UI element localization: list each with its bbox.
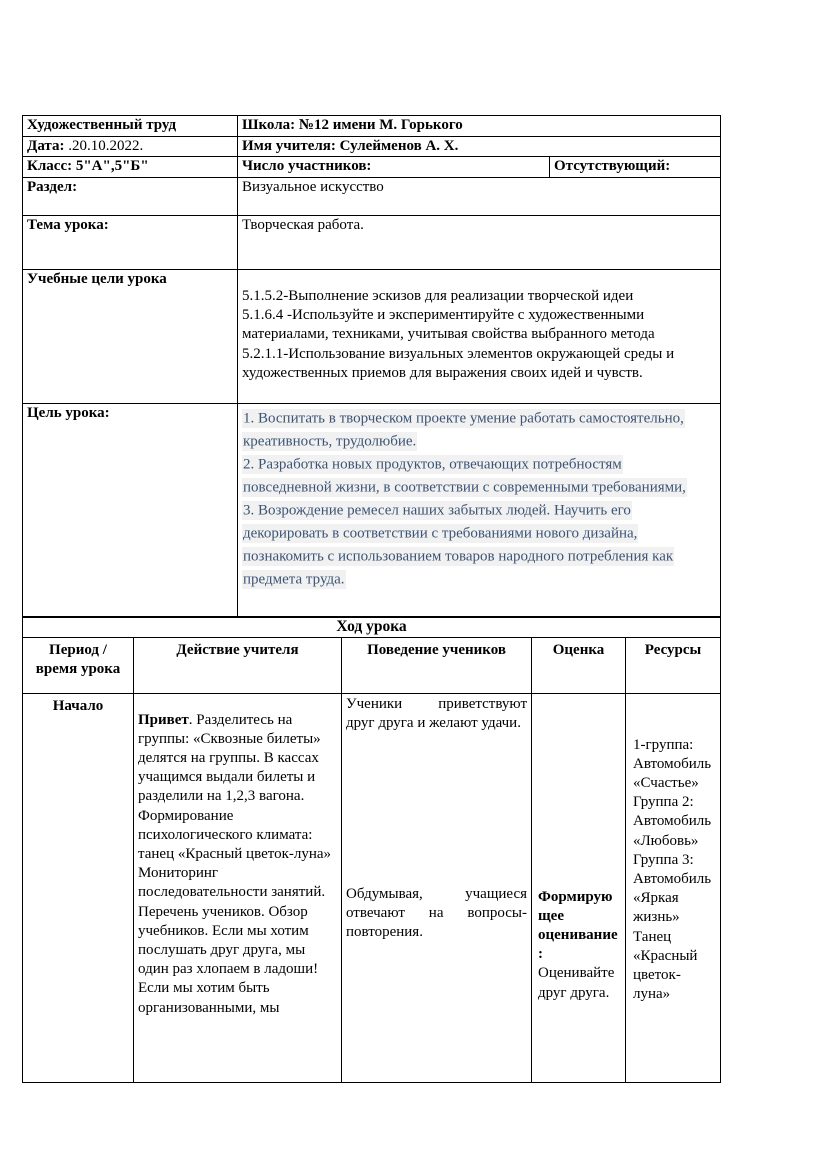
students-answering-text: Обдумывая, учащиеся отвечают на вопросы-повторения. (346, 885, 527, 941)
lesson-flow-header-row (23, 637, 721, 693)
objective-item: 5.1.6.4 -Используйте и экспериментируйте с художественными материалами, техниками, учитывая свойства выбранного метода (242, 306, 655, 343)
date-cell (23, 136, 238, 157)
period-cell: Начало (23, 693, 134, 1082)
header-teacher-action: Действие учителя (134, 637, 342, 693)
goal-label: Цель урока: (23, 403, 238, 616)
topic-row (23, 215, 721, 269)
objective-item: 5.1.5.2-Выполнение эскизов для реализации творческой идеи (242, 287, 634, 304)
school-cell: Школа: №12 имени М. Горького (238, 116, 721, 137)
resources-cell (626, 693, 721, 1082)
subject-cell: Художественный труд (23, 116, 238, 137)
goal-text-block (242, 408, 710, 613)
assessment-heading: Формирующее оценивание: (538, 888, 618, 963)
lesson-flow-title-row (23, 617, 721, 637)
header-student-behavior: Поведение учеников (342, 637, 532, 693)
goal-item: 3. Возрождение ремесел наших забытых людей. Научить его декорировать в соответствии с требованиями нового дизайна, познакомить с использованием товаров народного потребления как предмета труда. (243, 502, 674, 588)
students-greeting-text: Ученики приветствуют друг друга и желают удачи. (346, 695, 527, 731)
class-row (23, 157, 721, 178)
objectives-value (238, 269, 721, 403)
participants-cell: Число участников: (238, 157, 550, 178)
goal-item: 1. Воспитать в творческом проекте умение работать самостоятельно, креативность, трудолюбие. (243, 410, 684, 450)
objectives-label: Учебные цели урока (23, 269, 238, 403)
goal-row (23, 403, 721, 616)
goal-value (238, 403, 721, 616)
section-row (23, 177, 721, 215)
students-behavior-cell (342, 693, 532, 1082)
teacher-actions-cell (134, 693, 342, 1082)
lesson-plan-document (22, 115, 720, 1083)
topic-value: Творческая работа. (238, 215, 721, 269)
date-row (23, 136, 721, 157)
absent-cell: Отсутствующий: (550, 157, 721, 178)
section-value: Визуальное искусство (238, 177, 721, 215)
topic-label: Тема урока: (23, 215, 238, 269)
date-label: Дата: (27, 137, 65, 154)
resources-text: 1-группа: Автомобиль «Счастье» Группа 2: Автомобиль «Любовь» Группа 3: Автомобиль «Яркая жизнь» Танец «Красный цветок-луна» (633, 736, 712, 1003)
goal-item: 2. Разработка новых продуктов, отвечающих потребностям повседневной жизни, в соответствии с современными требованиями, (243, 456, 686, 496)
section-label: Раздел: (23, 177, 238, 215)
lesson-flow-body-row (23, 693, 721, 1082)
header-period: Период / время урока (23, 637, 134, 693)
date-value: .20.10.2022. (64, 137, 144, 154)
objective-item: 5.2.1.1-Использование визуальных элементов окружающей среды и художественных приемов для выражения своих идей и чувств. (242, 345, 675, 382)
info-table (22, 115, 721, 617)
class-cell: Класс: 5"А",5"Б" (23, 157, 238, 178)
teacher-name-cell: Имя учителя: Сулейменов А. Х. (238, 136, 721, 157)
header-resources: Ресурсы (626, 637, 721, 693)
header-assessment: Оценка (532, 637, 626, 693)
assessment-text: Оценивайте друг друга. (538, 965, 615, 1001)
subject-row (23, 116, 721, 137)
lesson-flow-title: Ход урока (23, 617, 721, 637)
teacher-actions-text: Привет. Разделитесь на группы: «Сквозные билеты» делятся на группы. В кассах учащимся выдали билеты и разделили на 1,2,3 вагона. Формирование психологического климата: танец «Красный цветок-луна» Мониторинг последовательности занятий. Перечень учеников. Обзор учебников. Если мы хотим послушать друг друга, мы один раз хлопаем в ладоши! Если мы хотим быть организованными, мы (138, 711, 332, 1016)
lesson-flow-table (22, 617, 721, 1083)
objectives-row (23, 269, 721, 403)
assessment-cell (532, 693, 626, 1082)
